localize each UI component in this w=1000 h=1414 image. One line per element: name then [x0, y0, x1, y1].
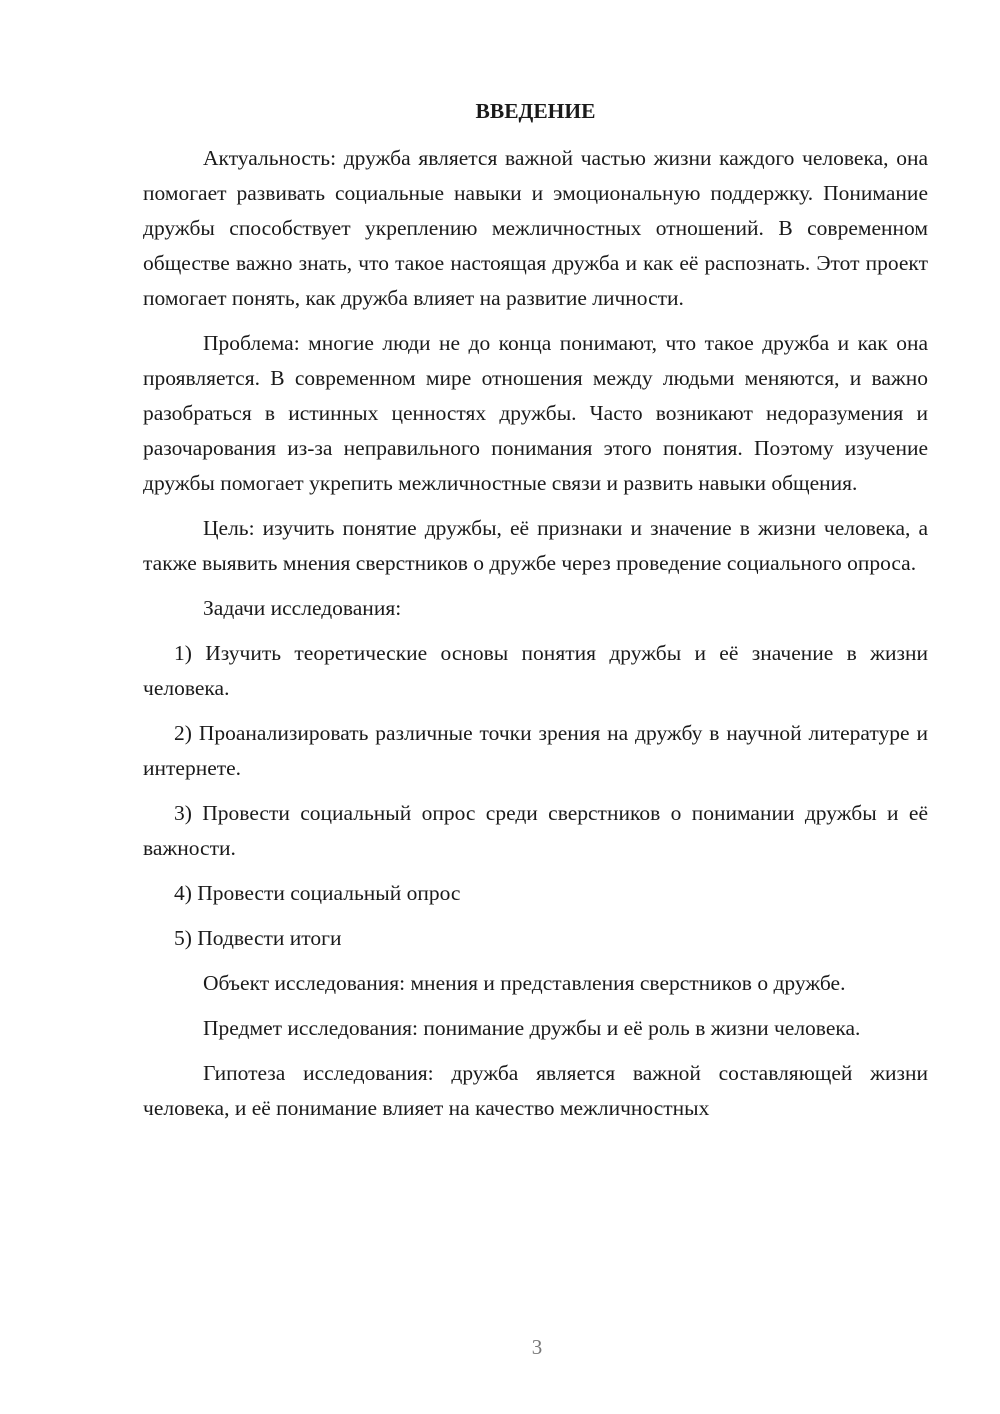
task-item-4: 4) Провести социальный опрос [174, 881, 461, 905]
relevance-paragraph: Актуальность: дружба является важной частью жизни каждого человека, она помогает развивать социальные навыки и эмоциональную поддержку. Понимание дружбы способствует укреплению межличностных отношений. В современном обществе важно знать, что такое настоящая дружба и как её распознать. Этот проект помогает понять, как дружба влияет на развитие личности. [143, 146, 928, 310]
section-title: ВВЕДЕНИЕ [475, 99, 596, 123]
tasks-heading: Задачи исследования: [203, 596, 402, 620]
problem-paragraph: Проблема: многие люди не до конца понимают, что такое дружба и как она проявляется. В современном мире отношения между людьми меняются, и важно разобраться в истинных ценностях дружбы. Часто возникают недоразумения и разочарования из-за неправильного понимания этого понятия. Поэтому изучение дружбы помогает укрепить межличностные связи и развить навыки общения. [143, 331, 928, 495]
task-item-1: 1) Изучить теоретические основы понятия дружбы и её значение в жизни человека. [143, 641, 928, 700]
subject-paragraph: Предмет исследования: понимание дружбы и её роль в жизни человека. [203, 1016, 861, 1040]
goal-paragraph: Цель: изучить понятие дружбы, её признаки и значение в жизни человека, а также выявить мнения сверстников о дружбе через проведение социального опроса. [143, 516, 928, 575]
hypothesis-paragraph: Гипотеза исследования: дружба является важной составляющей жизни человека, и её понимание влияет на качество межличностных [143, 1061, 928, 1120]
task-item-2: 2) Проанализировать различные точки зрения на дружбу в научной литературе и интернете. [143, 721, 928, 780]
object-paragraph: Объект исследования: мнения и представления сверстников о дружбе. [203, 971, 846, 995]
task-item-5: 5) Подвести итоги [174, 926, 342, 950]
page-number: 3 [531, 1335, 543, 1359]
page-content [143, 94, 928, 1136]
task-item-3: 3) Провести социальный опрос среди сверстников о понимании дружбы и её важности. [143, 801, 928, 860]
